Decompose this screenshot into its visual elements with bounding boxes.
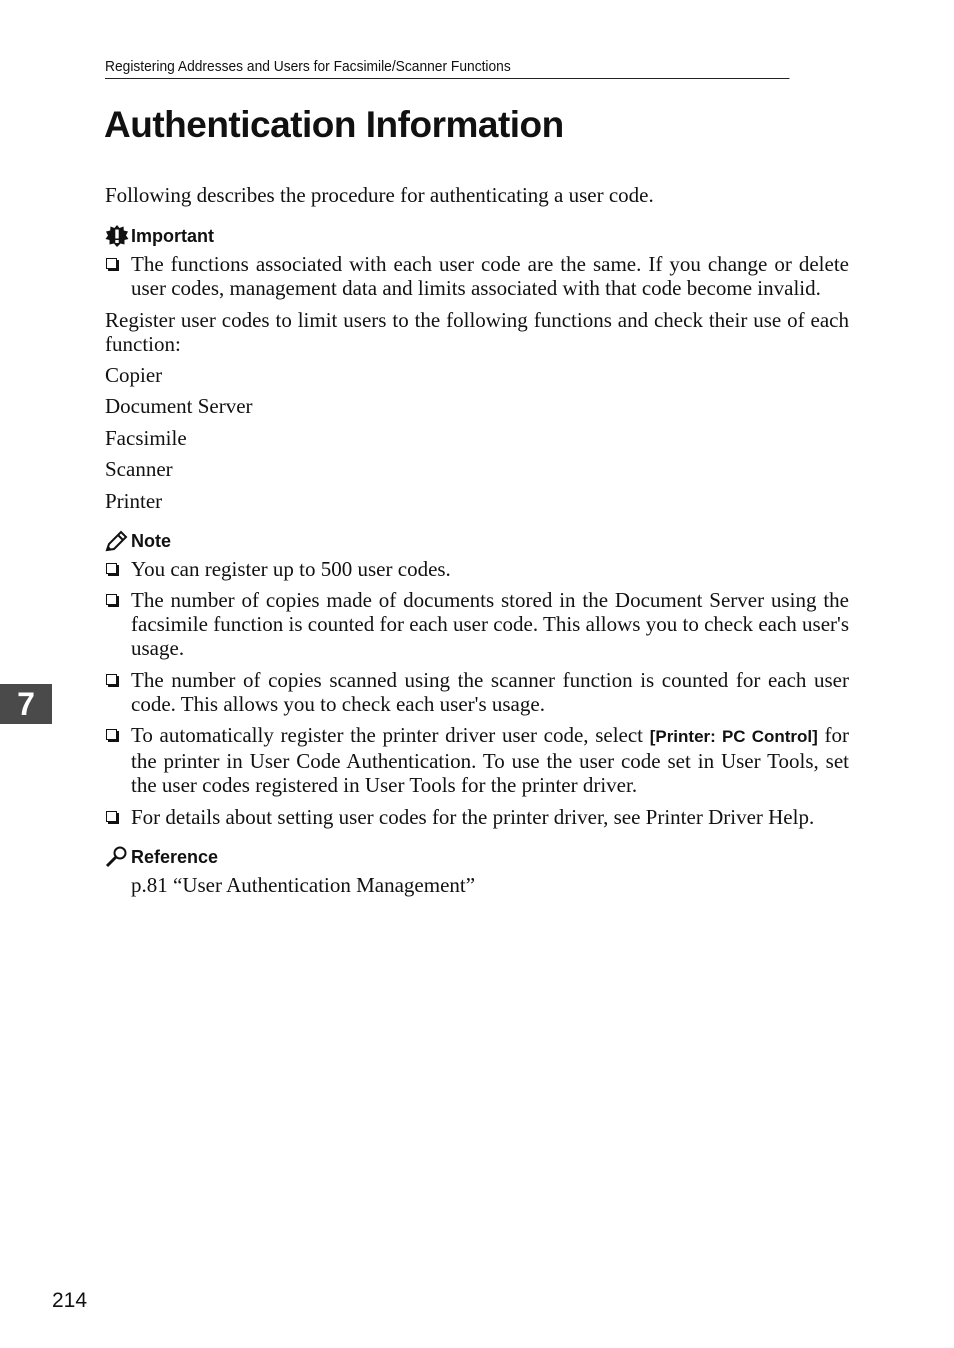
important-item: The functions associated with each user code are the same. If you change or delete user codes, management data and limits associated with that code become invalid. — [105, 252, 849, 300]
important-icon — [105, 225, 129, 247]
printer-pc-control-key: [Printer: PC Control] — [649, 727, 818, 746]
running-header-text: Registering Addresses and Users for Facsimile/Scanner Functions — [105, 58, 511, 75]
page-body — [105, 183, 849, 897]
reference-label: Reference — [131, 847, 219, 867]
important-label: Important — [131, 226, 214, 246]
note-label: Note — [131, 531, 171, 551]
important-heading — [105, 224, 849, 248]
checkbox-bullet-icon — [106, 258, 117, 269]
note-item: The number of copies made of documents stored in the Document Server using the facsimile function is counted for each user code. This allows you to check each user's usage. — [105, 588, 849, 660]
function-item-document-server: Document Server — [105, 394, 253, 418]
note-item: You can register up to 500 user codes. — [105, 557, 849, 581]
checkbox-bullet-icon — [106, 811, 117, 822]
checkbox-bullet-icon — [106, 594, 117, 605]
checkbox-bullet-icon — [106, 563, 117, 574]
running-header — [105, 58, 789, 79]
function-item-printer: Printer — [105, 489, 163, 513]
intro-paragraph: Following describes the procedure for authenticating a user code. — [105, 183, 654, 207]
page-number: 214 — [52, 1289, 88, 1312]
magnifier-icon — [105, 846, 129, 868]
note-item: For details about setting user codes for the printer driver, see Printer Driver Help. — [105, 805, 849, 829]
note-heading — [105, 529, 849, 553]
function-item-facsimile: Facsimile — [105, 426, 187, 450]
chapter-tab: 7 — [0, 684, 52, 724]
function-item-scanner: Scanner — [105, 457, 173, 481]
note-item-printer-driver: To automatically register the printer driver user code, select [Printer: PC Control] for the printer in User Code Authentication. To use the user code set in User Tools, set the user codes registered in User Tools for the printer driver. — [105, 723, 849, 797]
reference-heading — [105, 845, 849, 869]
function-item-copier: Copier — [105, 363, 163, 387]
note-item: The number of copies scanned using the scanner function is counted for each user code. This allows you to check each user's usage. — [105, 668, 849, 716]
register-paragraph: Register user codes to limit users to the following functions and check their use of each function: — [105, 308, 849, 356]
reference-link[interactable]: p.81 “User Authentication Management” — [131, 873, 476, 897]
checkbox-bullet-icon — [106, 729, 117, 740]
pencil-icon — [105, 530, 129, 552]
page-title: Authentication Information — [104, 104, 564, 145]
checkbox-bullet-icon — [106, 674, 117, 685]
